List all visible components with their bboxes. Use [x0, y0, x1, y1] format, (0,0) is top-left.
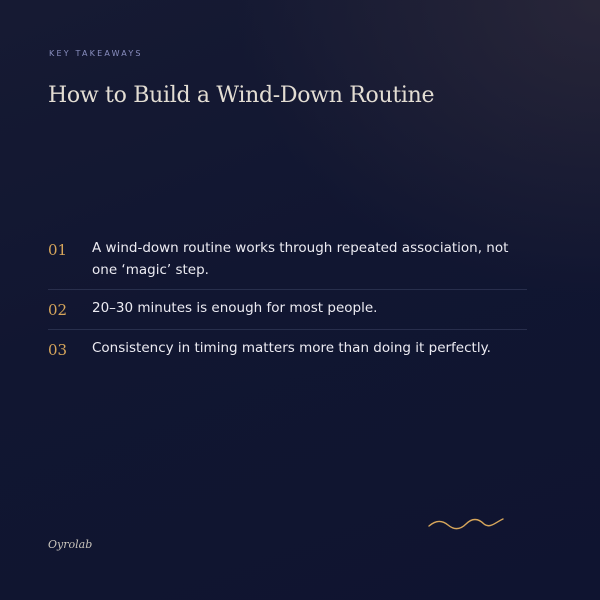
- eyebrow-label: KEY TAKEAWAYS: [49, 49, 143, 58]
- slide-title: How to Build a Wind-Down Routine: [48, 83, 435, 108]
- takeaways-list: [48, 230, 527, 369]
- takeaway-number: 01: [48, 241, 68, 259]
- takeaway-item-2: [48, 290, 527, 330]
- takeaway-number: 03: [48, 341, 68, 359]
- takeaway-text: Consistency in timing matters more than doing it perfectly.: [92, 340, 491, 356]
- takeaway-item-3: [48, 330, 527, 369]
- takeaway-text: A wind-down routine works through repeated association, not one ‘magic’ step.: [92, 240, 509, 278]
- takeaway-number: 02: [48, 301, 68, 319]
- squiggle-wave-icon: [426, 512, 506, 536]
- takeaway-text: 20–30 minutes is enough for most people.: [92, 300, 378, 316]
- brand-name: Oyrolab: [48, 538, 93, 551]
- takeaway-item-1: [48, 230, 527, 290]
